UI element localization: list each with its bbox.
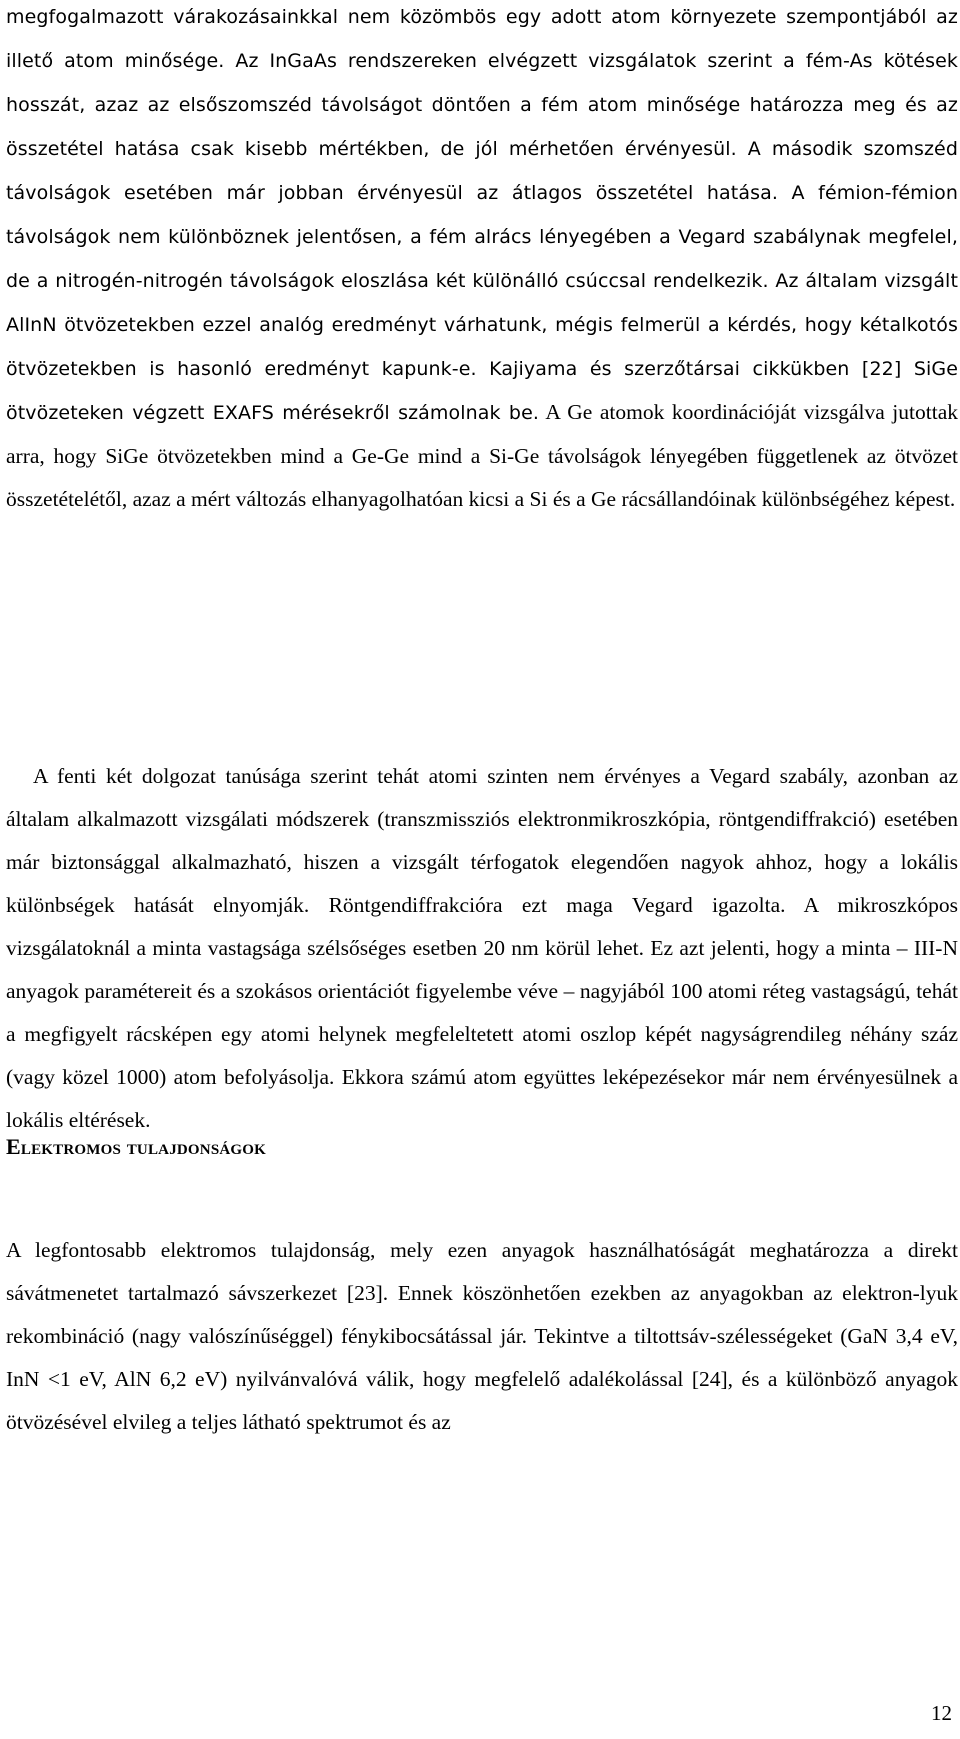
paragraph-3: A legfontosabb elektromos tulajdonság, mely ezen anyagok használhatóságát meghatározza a direkt sávátmenetet tartalmazó sávszerkezet [23]. Ennek köszönhetően ezekben az anyagokban az elektron-lyuk rekombináció (nagy valószínűséggel) fénykibocsátással jár. Tekintve a tiltottsáv-szélességeket (GaN 3,4 eV, InN <1 eV, AlN 6,2 eV) nyilvánvalóvá válik, hogy megfelelő adalékolással [24], és a különböző anyagok ötvözésével elvileg a teljes látható spektrumot és az (6, 1238, 958, 1434)
paragraph-1 (6, 0, 958, 521)
paragraph-1-sans-text: megfogalmazott várakozásainkkal nem közömbös egy adott atom környezete szempontjából az illető atom minősége. Az InGaAs rendszereken elvégzett vizsgálatok szerint a fém-As kötések hosszát, azaz az elsőszomszéd távolságot döntően a fém atom minősége határozza meg és az összetétel hatása csak kisebb mértékben, de jól mérhetően érvényesül. A második szomszéd távolságok esetében már jobban érvényesül az átlagos összetétel hatása. A fémion-fémion távolságok nem különböznek jelentősen, a fém alrács lényegében a Vegard szabálynak megfelel, de a nitrogén-nitrogén távolságok eloszlása két különálló csúccsal rendelkezik. Az általam vizsgált AlInN ötvözetekben ezzel analóg eredményt várhatunk, mégis felmerül a kérdés, hogy kétalkotós ötvözetekben is hasonló eredményt kapunk-e. Kajiyama és szerzőtársai cikkükben [22] SiGe ötvözeteken végzett EXAFS mérésekről számolnak be. (6, 6, 958, 424)
section-heading: Elektromos tulajdonságok (6, 1134, 267, 1159)
paragraph-2: A fenti két dolgozat tanúsága szerint tehát atomi szinten nem érvényes a Vegard szabály, azonban az általam alkalmazott vizsgálati módszerek (transzmissziós elektronmikroszkópia, röntgendiffrakció) esetében már biztonsággal alkalmazható, hiszen a vizsgált térfogatok elegendően nagyok ahhoz, hogy a lokális különbségek hatását elnyomják. Röntgendiffrakcióra ezt maga Vegard igazolta. A mikroszkópos vizsgálatoknál a minta vastagsága szélsőséges esetben 20 nm körül lehet. Ez azt jelenti, hogy a minta – III-N anyagok paramétereit és a szokásos orientációt figyelembe véve – nagyjából 100 atomi réteg vastagságú, tehát a megfigyelt rácsképen egy atomi helynek megfeleltetett atomi oszlop képét nagyságrendileg néhány száz (vagy közel 1000) atom befolyásolja. Ekkora számú atom együttes leképezésekor már nem érvényesülnek a lokális eltérések. (6, 764, 958, 1132)
paragraph-1-serif-text: A Ge atomok koordinációját vizsgálva jutottak arra, hogy SiGe ötvözetekben mind a Ge-Ge mind a Si-Ge távolságok lényegében függetlenek az ötvözet összetételétől, azaz a mért változás elhanyagolhatóan kicsi a Si és a Ge rácsállandóinak különbségéhez képest. (6, 400, 958, 511)
page-number: 12 (931, 1701, 952, 1725)
